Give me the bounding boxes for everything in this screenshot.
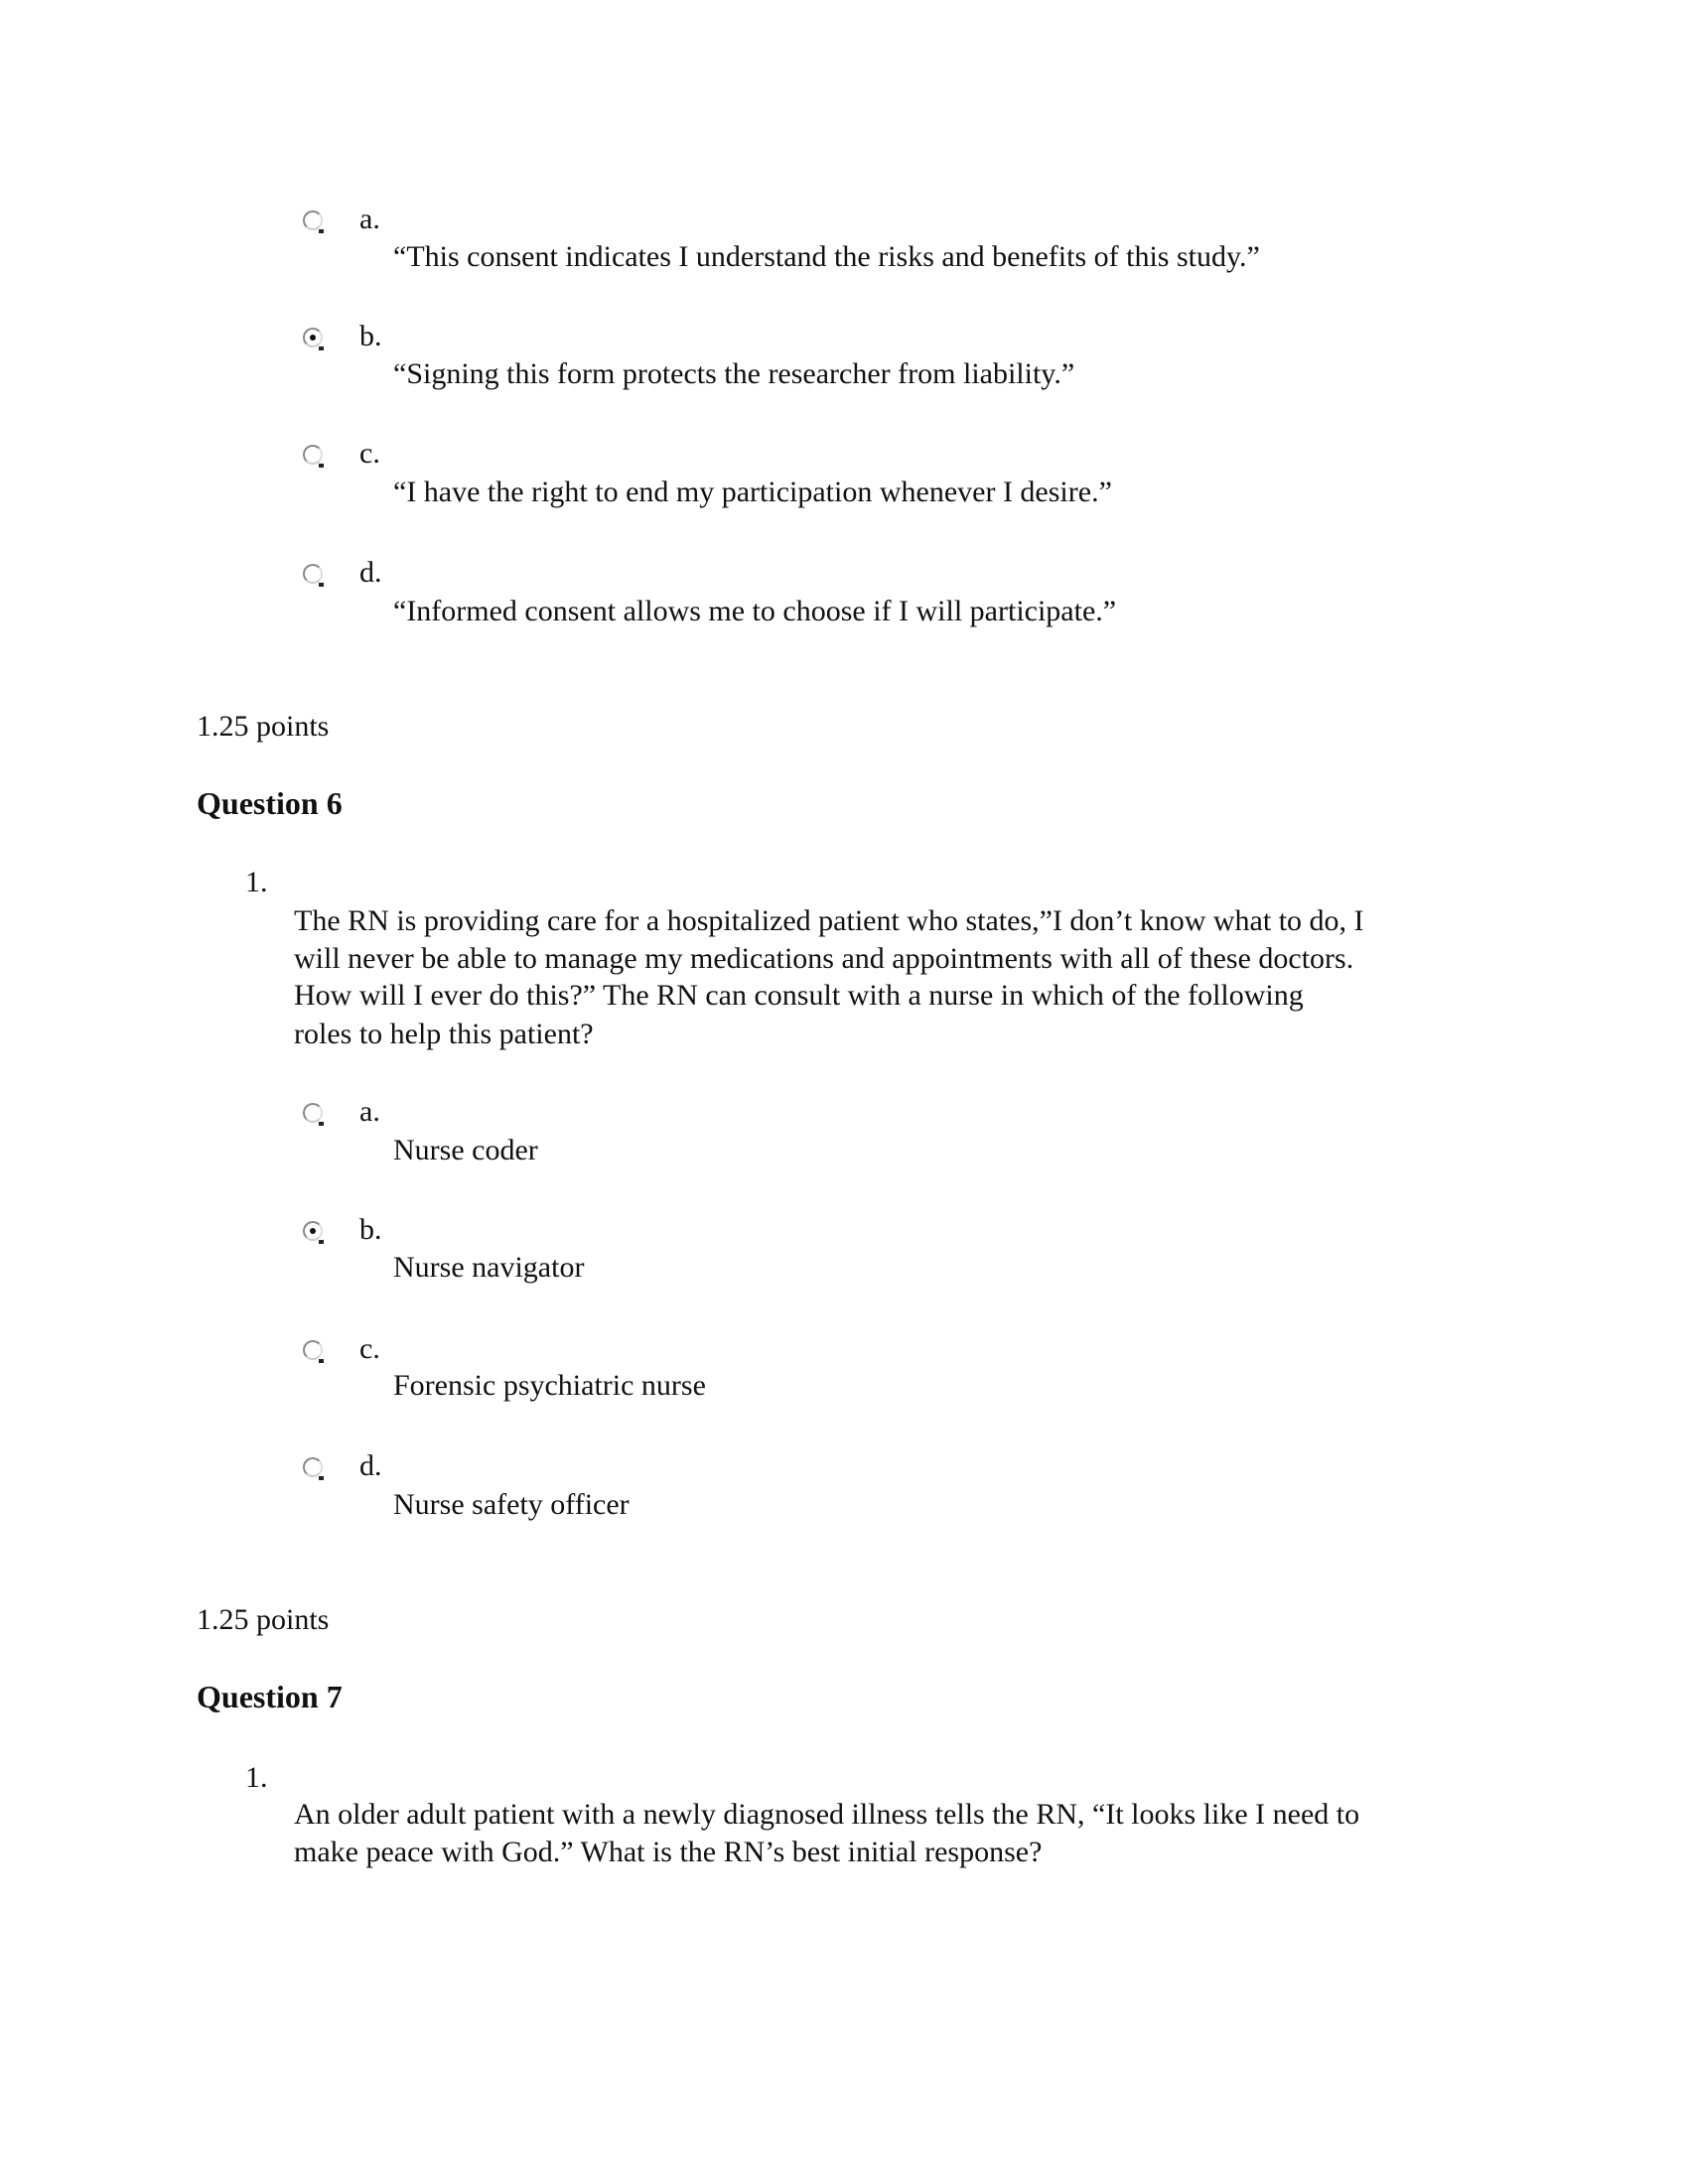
radio-button[interactable] (303, 1340, 323, 1360)
option-text: “I have the right to end my participation whenever I desire.” (393, 476, 1112, 508)
radio-button[interactable] (303, 210, 323, 230)
question-number: 1. (245, 866, 268, 898)
option-text: “This consent indicates I understand the risks and benefits of this study.” (393, 240, 1260, 273)
option-letter: b. (359, 1213, 382, 1246)
points-label: 1.25 points (197, 710, 330, 743)
radio-button[interactable] (303, 445, 323, 465)
option-letter: d. (359, 1449, 382, 1482)
question-number: 1. (245, 1761, 268, 1794)
option-letter: a. (359, 1095, 380, 1128)
question-line: How will I ever do this?” The RN can consult with a nurse in which of the following (294, 979, 1304, 1012)
option-letter: b. (359, 320, 382, 352)
option-text: “Informed consent allows me to choose if I will participate.” (393, 595, 1117, 627)
question-line: The RN is providing care for a hospitalized patient who states,”I don’t know what to do, I (294, 904, 1364, 937)
question-line: roles to help this patient? (294, 1018, 594, 1050)
radio-button[interactable] (303, 564, 323, 584)
option-letter: c. (359, 1332, 380, 1365)
question-title: Question 6 (197, 785, 343, 821)
question-line: will never be able to manage my medications and appointments with all of these doctors. (294, 942, 1354, 975)
points-label: 1.25 points (197, 1603, 330, 1636)
radio-button-selected[interactable] (303, 328, 323, 347)
radio-button[interactable] (303, 1103, 323, 1123)
option-text: Nurse coder (393, 1134, 538, 1166)
option-letter: d. (359, 556, 382, 589)
radio-button-selected[interactable] (303, 1221, 323, 1241)
question-line: make peace with God.” What is the RN’s best initial response? (294, 1836, 1043, 1868)
option-letter: a. (359, 203, 380, 235)
option-text: Forensic psychiatric nurse (393, 1369, 706, 1402)
question-title: Question 7 (197, 1679, 343, 1714)
question-line: An older adult patient with a newly diagnosed illness tells the RN, “It looks like I need to (294, 1798, 1360, 1831)
option-text: Nurse navigator (393, 1251, 585, 1284)
option-letter: c. (359, 437, 380, 470)
option-text: Nurse safety officer (393, 1488, 630, 1521)
option-text: “Signing this form protects the researcher from liability.” (393, 357, 1075, 390)
radio-button[interactable] (303, 1457, 323, 1477)
